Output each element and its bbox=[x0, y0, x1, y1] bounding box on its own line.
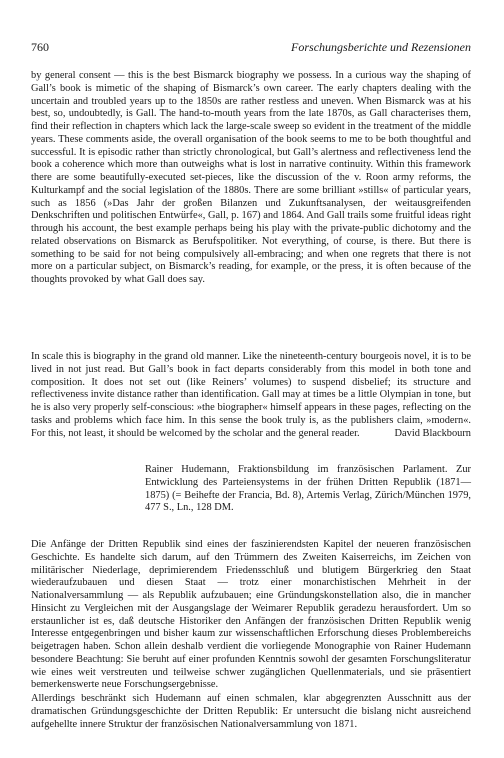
running-head: Forschungsberichte und Rezensionen bbox=[291, 40, 471, 54]
review-paragraph: Allerdings beschränkt sich Hudemann auf einen schmalen, klar abgegrenzten Ausschnitt aus der dramatischen Gründungsgeschichte der Dritten Republik: Er untersucht die bislang nicht ausreichend aufgehellte innere Struktur der französischen Nationalversammlung von 1871. bbox=[31, 693, 471, 730]
reviewer-signature: David Blackbourn bbox=[394, 427, 471, 439]
review-paragraph-text: In scale this is biography in the grand old manner. Like the nineteenth-century bourgeois novel, it is to be lived in not just read. But Gall’s book in fact departs considerably from this model in both tone and composition. It does not set out (like Reiners’ volumes) to suspend disbelief; its structure and reflectiveness invite distance rather than identification. Gall may at times be a little Olympian in tone, but he is also very properly self-conscious: »the biographer« himself appears in these pages, reflecting on the tasks and problems which face him. In this sense the book truly is, as the publishers claim, »modern«. For this, not least, it should be welcomed by the scholar and the general reader. bbox=[31, 351, 471, 439]
review-paragraph: by general consent — this is the best Bismarck biography we possess. In a curious way the shaping of Gall’s book is mimetic of the shaping of Bismarck’s own career. The early chapters dealing with the uncertain and troubled years up to the 1850s are rather restless and uneven. When Bismarck was at his best, so, undoubtedly, is Gall. The hand-to-mouth years from the late 1870s, as Gall characterises them, find their reflection in chapters which lack the large-scale sweep so evident in the treatment of the middle years. These comments aside, the overall organisation of the book seems to me to be both thoughtful and successful. It is episodic rather than strictly chronological, but Gall’s alertness and reflectiveness lend the book a coherence which more than outweighs what is lost in narrative continuity. Within this framework there are some beautifully-executed set-pieces, like the discussion of the v. Roon army reforms, the Kulturkampf and the social legislation of the 1880s. There are some brilliant »stills« of particular years, such as 1856 (»Das Jahr der großen Bilanzen und Zukunftsanalysen, der weitausgreifenden Denkschriften und politischen Entwürfe«, Gall, p. 167) and 1864. And Gall trails some fruitful ideas right through his account, the best example perhaps being his play with the private-public dichotomy and the related observations on Bismarck as Berufspolitiker. Not everything, of course, is there. But there is something to be said for not being compulsively all-embracing; and when one regrets that there is not more on a particular subject, on Bismarck’s reading, for example, or the press, it is often because of the thoughts provoked by what Gall does say. bbox=[31, 70, 471, 285]
book-citation: Rainer Hudemann, Fraktionsbildung im französischen Parlament. Zur Entwicklung des Parteiensystems in der frühen Dritten Republik (1871—1875) (= Beihefte der Francia, Bd. 8), Artemis Verlag, Zürich/München 1979, 477 S., Ln., 128 DM. bbox=[145, 464, 471, 514]
page-header bbox=[31, 40, 471, 56]
page-number: 760 bbox=[31, 40, 49, 54]
review-paragraph bbox=[31, 351, 471, 440]
review-paragraph: Die Anfänge der Dritten Republik sind eines der faszinierendsten Kapitel der neueren französischen Geschichte. Es handelte sich darum, auf den Trümmern des Zweiten Kaiserreichs, im Zeichen von militärischer Niederlage, deprimierendem Friedensschluß und blutigem Bürgerkrieg den Staat wiederaufzubauen und diesen Staat — trotz einer monarchistischen Mehrheit in der Nationalversammlung — als Republik aufzubauen; eine Gründungskonstellation also, die in mancher Hinsicht zu Vergleichen mit der Ausgangslage der Weimarer Republik geradezu herausfordert. Um so erstaunlicher ist es, daß deutsche Historiker den Anfängen der französischen Dritten Republik wenig Interesse entgegenbringen und bisher kaum zur wissenschaftlichen Erforschung dieses Problembereichs beigetragen haben. Schon allein deshalb verdient die vorliegende Monographie von Rainer Hudemann besondere Beachtung: Sie beruht auf einer profunden Kenntnis sowohl der gesamten Forschungsliteratur wie eines weit verstreuten und teilweise schwer zugänglichen Quellenmaterials, und sie präsentiert bemerkenswerte neue Forschungsergebnisse. bbox=[31, 539, 471, 691]
